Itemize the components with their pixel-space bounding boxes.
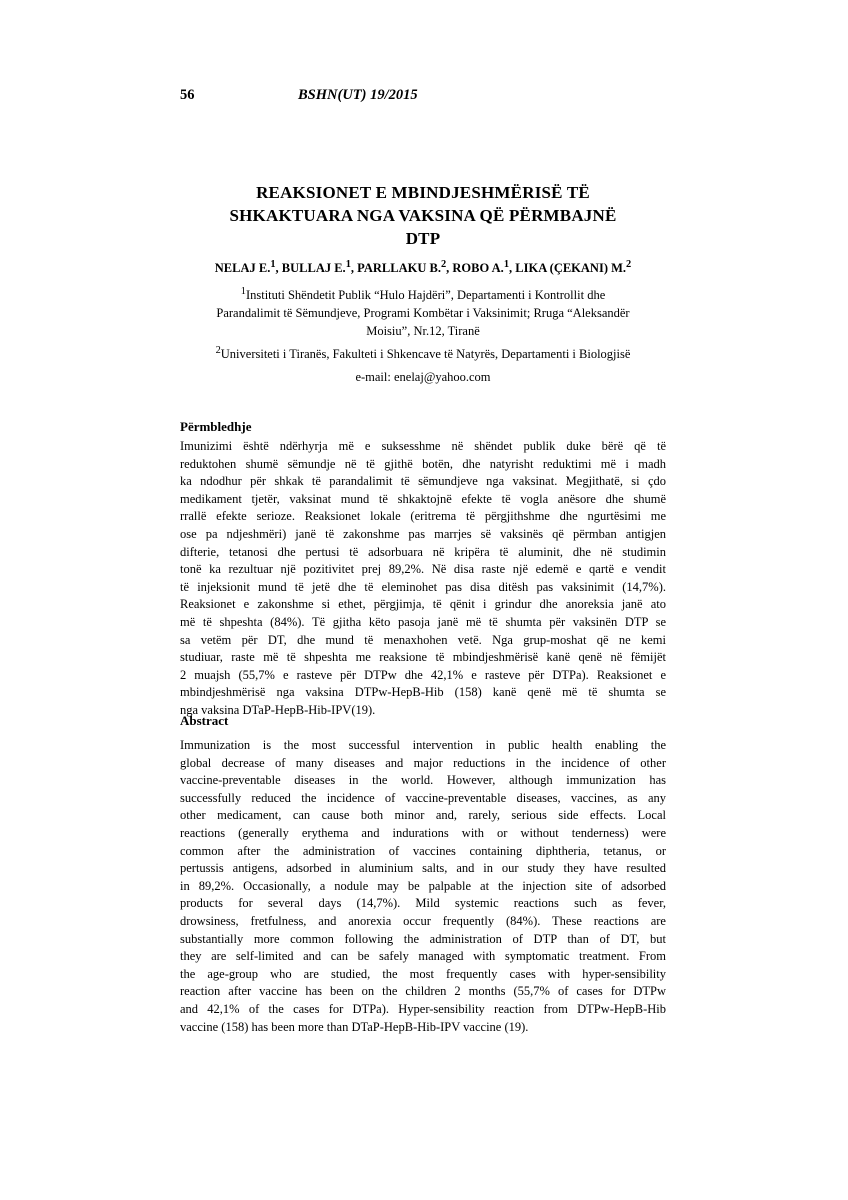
affiliation-line: Moisiu”, Nr.12, Tiranë [366, 324, 480, 339]
text-line: global decrease of many diseases and major reductions in the incidence of other [180, 755, 666, 770]
author-list [180, 256, 666, 277]
text-line: Reaksionet e zakonshme si ethet, përgjimja, të qënit i grindur dhe anoreksia janë ato [180, 597, 666, 612]
text-line: successfully reduced the incidence of vaccine-preventable diseases, vaccines, as any [180, 790, 666, 805]
text-line: 2 muajsh (55,7% e rasteve për DTPw dhe 42,1% e rasteve për DTPa). Reaksionet e [180, 667, 666, 682]
text-line: difterie, tetanosi dhe pertusi të adsorbuara në kripëra të aluminit, dhe në studimin [180, 544, 666, 559]
author-name: , BULLAJ E. [275, 261, 346, 276]
text-line: reduktohen shumë sëmundje në të gjithë botën, dhe natyrisht reduktimi më i madh [180, 456, 666, 471]
text-line: products for several days (14,7%). Mild systemic reactions such as fever, [180, 896, 666, 911]
author-name: , PARLLAKU B. [350, 261, 441, 276]
journal-name: BSHN(UT) 19/2015 [298, 87, 418, 103]
text-line: nga vaksina DTaP-HepB-Hib-IPV(19). [180, 702, 376, 717]
text-line: other medicament, can cause both minor and, rarely, serious side effects. Local [180, 808, 666, 823]
text-line: tonë ka rezultuar një pozitivitet prej 89,2%. Në disa raste një edemë e qartë e vendit [180, 562, 666, 577]
abstract-sq-heading: Përmbledhje [180, 419, 252, 434]
affiliation-line [180, 283, 666, 304]
author-affiliation-mark: 2 [440, 259, 447, 270]
text-line: Immunization is the most successful intervention in public health enabling the [180, 738, 666, 752]
text-line: të injeksionit mund të jetë dhe të eleminohet pas disa ditësh pas vaksinimit (14,7%). [180, 579, 666, 594]
text-line: studiuar, raste më të shpeshta me reaksione të mbindjeshmërisë kanë qenë në fëmijët [180, 650, 666, 665]
text-line: the age-group who are studied, the most frequently cases with hyper-sensibility [180, 966, 666, 981]
article-title [180, 181, 666, 250]
author-name: NELAJ E. [214, 261, 271, 276]
abstract-en-body [180, 737, 666, 1036]
affiliation-2 [180, 342, 666, 363]
text-line: in 89,2%. Occasionally, a nodule may be palpable at the injection site of adsorbed [180, 878, 666, 893]
text-line: drowsiness, fretfulness, and anorexia occur frequently (84%). These reactions are [180, 913, 666, 928]
text-line: Imunizimi është ndërhyrja më e suksesshme në shëndet publik duke bërë që të [180, 439, 666, 453]
text-line: mbindjeshmërisë nga vaksina DTPw-HepB-Hib (158) kanë qenë më të shumta se [180, 685, 666, 700]
text-line: medikament tjetër, vaksinat mund të shkaktojnë efekte të vogla anësore dhe shumë [180, 491, 666, 506]
text-line: pertussis antigens, adsorbed in aluminium salts, and in our study they have resulted [180, 861, 666, 876]
author-affiliation-mark: 1 [270, 259, 276, 270]
author-name: , LIKA (ÇEKANI) M. [509, 261, 627, 276]
affiliation-text: Universiteti i Tiranës, Fakulteti i Shkencave të Natyrës, Departamenti i Biologjisë [220, 347, 631, 362]
affiliation-mark: 1 [240, 286, 246, 297]
title-line: SHKAKTUARA NGA VAKSINA QË PËRMBAJNË [229, 206, 617, 225]
affiliation-line: Parandalimit të Sëmundjeve, Programi Kombëtar i Vaksinimit; Rruga “Aleksandër [216, 306, 630, 321]
text-line: reaction after vaccine has been on the children 2 months (55,7% of cases for DTPw [180, 984, 666, 999]
abstract-en-heading: Abstract [180, 713, 229, 728]
text-line: ose pa ndjeshmëri) janë të zakonshme pas marrjes së vaksinës që përmban antigjen [180, 526, 666, 541]
text-line: vaccine (158) has been more than DTaP-HepB-Hib-IPV vaccine (19). [180, 1019, 529, 1034]
text-line: substantially more common following the administration of DTP than of DT, but [180, 931, 666, 946]
affiliation-text: Instituti Shëndetit Publik “Hulo Hajdëri”, Departamenti i Kontrollit dhe [245, 288, 606, 303]
text-line: më të shpeshta (84%). Të gjitha këto pasoja janë më të shumta për vaksinën DTP se [180, 614, 666, 629]
text-line: common after the administration of vaccines containing diphtheria, tetanus, or [180, 843, 666, 858]
text-line: reactions (generally erythema and indurations with or without tenderness) were [180, 825, 666, 840]
author-affiliation-mark: 1 [345, 259, 351, 270]
affiliation-mark: 2 [215, 345, 221, 356]
author-affiliation-mark: 1 [503, 259, 510, 270]
text-line: sa vetëm për DT, dhe mund të menaxhohen vetë. Nga grup-moshat që ne kemi [180, 632, 666, 647]
text-line: rrallë efekte serioze. Reaksionet lokale (eritrema të përgjithshme dhe ngurtësimi me [180, 509, 666, 524]
page-number: 56 [180, 87, 195, 103]
text-line: they are self-limited and can be safely managed with symptomatic treatment. From [180, 949, 666, 964]
author-affiliation-mark: 2 [626, 259, 632, 270]
text-line: ka ndodhur për shkak të parandalimit të sëmundjeve nga vaksinat. Megjithatë, si çdo [180, 474, 666, 489]
affiliation-1 [180, 283, 666, 340]
abstract-sq-body [180, 438, 666, 720]
text-line: vaccine-preventable diseases in the world. However, although immunization has [180, 773, 666, 788]
title-line: DTP [405, 229, 441, 248]
author-name: , ROBO A. [446, 261, 504, 276]
contact-email: e-mail: enelaj@yahoo.com [355, 370, 491, 384]
title-line: REAKSIONET E MBINDJESHMËRISË TË [256, 183, 590, 202]
text-line: and 42,1% of the cases for DTPa). Hyper-sensibility reaction from DTPw-HepB-Hib [180, 1001, 666, 1016]
